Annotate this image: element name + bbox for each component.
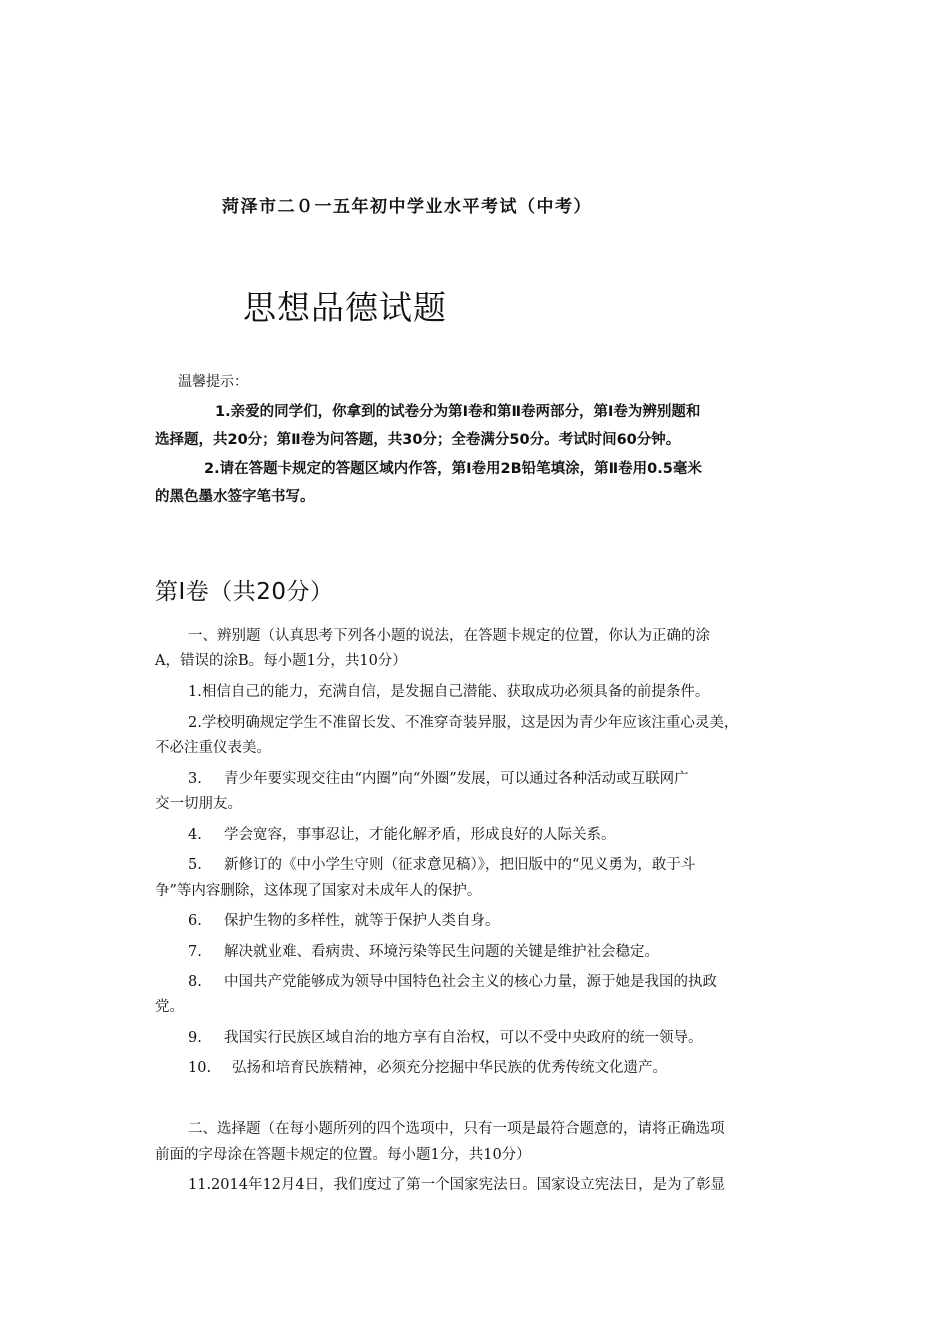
question-number: 3. (188, 771, 202, 787)
question-1 (188, 680, 709, 701)
question-text: 我国实行民族区域自治的地方享有自治权，可以不受中央政府的统一领导。 (224, 1030, 703, 1046)
question-3 (188, 767, 689, 788)
tip-1-line-1: 1.亲爱的同学们，你拿到的试卷分为第Ⅰ卷和第Ⅱ卷两部分，第Ⅰ卷为辨别题和 (215, 404, 701, 420)
question-10 (188, 1056, 667, 1077)
question-number: 8. (188, 974, 202, 990)
question-number: 6. (188, 913, 202, 929)
question-number: 9. (188, 1030, 202, 1046)
tips-label: 温馨提示： (178, 374, 248, 390)
question-number: 1. (188, 684, 202, 700)
tip-2-line-1: 2.请在答题卡规定的答题区域内作答，第Ⅰ卷用2B铅笔填涂，第Ⅱ卷用0.5毫米 (204, 461, 702, 477)
question-text: 中国共产党能够成为领导中国特色社会主义的核心力量，源于她是我国的执政 (224, 974, 717, 990)
question-2 (188, 711, 738, 732)
question-5-cont: 争”等内容删除，这体现了国家对未成年人的保护。 (155, 883, 482, 899)
question-text: 学校明确规定学生不准留长发、不准穿奇装异服，这是因为青少年应该注重心灵美， (201, 715, 739, 731)
question-text: 相信自己的能力，充满自信，是发掘自己潜能、获取成功必须具备的前提条件。 (201, 684, 710, 700)
question-text: 新修订的《中小学生守则（征求意见稿）》，把旧版中的“见义勇为，敢于斗 (224, 857, 696, 873)
question-7 (188, 940, 659, 961)
question-text: 弘扬和培育民族精神，必须充分挖掘中华民族的优秀传统文化遗产。 (232, 1060, 667, 1076)
part-2-intro-line-1: 二、选择题（在每小题所列的四个选项中，只有一项是最符合题意的，请将正确选项 (188, 1121, 725, 1137)
question-number: 2. (188, 715, 202, 731)
question-8 (188, 970, 717, 991)
exam-title: 菏泽市二０一五年初中学业水平考试（中考） (222, 197, 592, 217)
question-2-cont: 不必注重仪表美。 (155, 740, 271, 756)
part-1-intro-line-1: 一、辨别题（认真思考下列各小题的说法，在答题卡规定的位置，你认为正确的涂 (188, 628, 710, 644)
question-text: 青少年要实现交往由“内圈”向“外圈”发展，可以通过各种活动或互联网广 (224, 771, 689, 787)
question-6 (188, 909, 500, 930)
question-number: 7. (188, 944, 202, 960)
question-9 (188, 1026, 703, 1047)
question-text: 学会宽容，事事忍让，才能化解矛盾，形成良好的人际关系。 (224, 827, 616, 843)
section-1-heading: 第Ⅰ卷（共20分） (155, 579, 334, 605)
question-number: 10. (188, 1060, 212, 1076)
part-2-intro-line-2: 前面的字母涂在答题卡规定的位置。每小题1分，共10分） (155, 1147, 531, 1163)
question-5 (188, 853, 695, 874)
question-8-cont: 党。 (155, 999, 184, 1015)
part-1-intro-line-2: A，错误的涂B。每小题1分，共10分） (155, 653, 407, 669)
question-text: 保护生物的多样性，就等于保护人类自身。 (224, 913, 500, 929)
question-text: 解决就业难、看病贵、环境污染等民生问题的关键是维护社会稳定。 (224, 944, 659, 960)
question-4 (188, 823, 616, 844)
question-number: 5. (188, 857, 202, 873)
subject-title: 思想品德试题 (243, 288, 447, 327)
tip-2-line-2: 的黑色墨水签字笔书写。 (155, 489, 315, 505)
question-3-cont: 交一切朋友。 (155, 796, 242, 812)
tip-1-line-2: 选择题，共20分；第Ⅱ卷为问答题，共30分；全卷满分50分。考试时间60分钟。 (155, 432, 681, 448)
question-11: 11.2014年12月4日，我们度过了第一个国家宪法日。国家设立宪法日，是为了彰显 (188, 1177, 726, 1193)
question-number: 4. (188, 827, 202, 843)
